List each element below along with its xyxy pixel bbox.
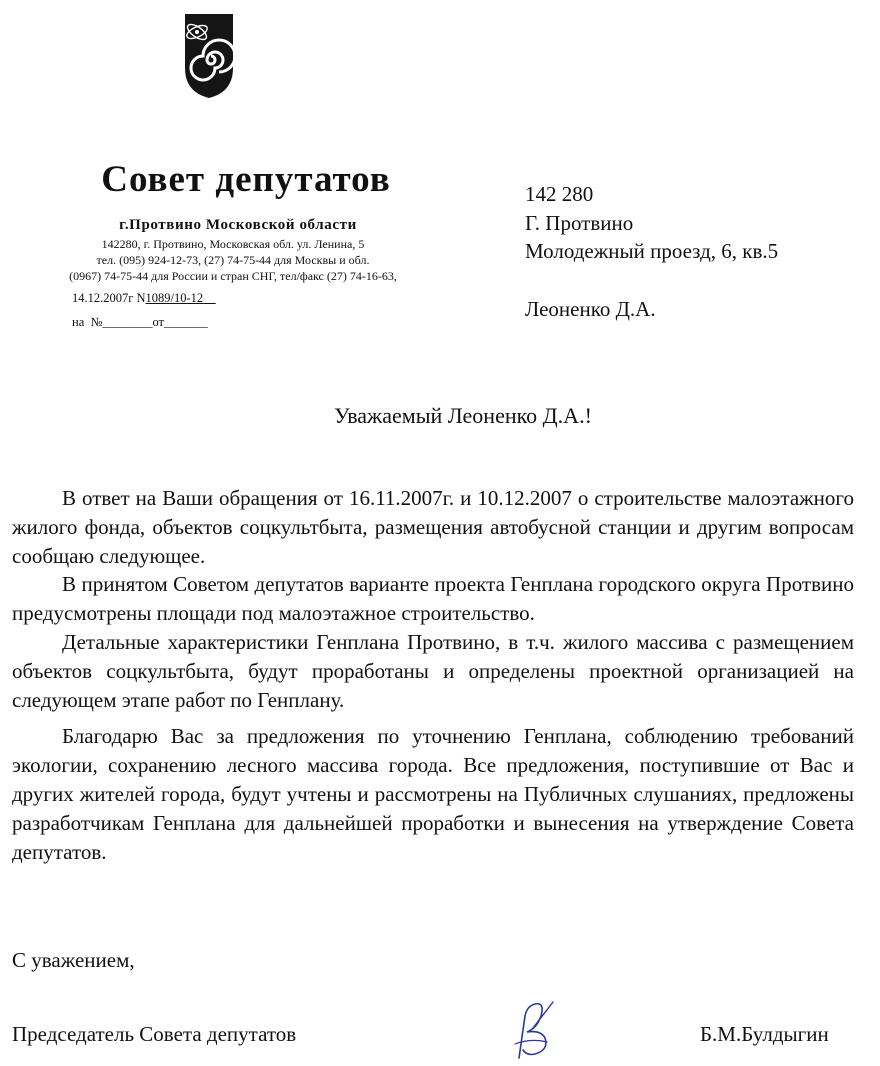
recipient-city: Г. Протвино <box>525 211 634 235</box>
contact-address-line: 142280, г. Протвино, Московская обл. ул. Ленина, 5 <box>101 237 365 251</box>
closing-regards: С уважением, <box>12 948 135 972</box>
city-emblem-icon <box>183 12 235 100</box>
signer-name: Б.М.Булдыгин <box>700 1022 829 1046</box>
body-paragraph: В ответ на Ваши обращения от 16.11.2007г. и 10.12.2007 о строительстве малоэтажного жилого фонда, объектов соцкультбыта, размещения автобусной станции и другим вопросам сообщаю следующее. <box>12 486 854 568</box>
body-paragraph: Детальные характеристики Генплана Протвино, в т.ч. жилого массива с размещением объектов соцкультбыта, будут проработаны и определены проектной организацией на следующем этапе работ по Генплану. <box>12 629 854 712</box>
contact-fax-line: (0967) 74-75-44 для России и стран СНГ, тел/факс (27) 74-16-63, <box>69 269 397 283</box>
incoming-number-blank: ________ <box>102 315 153 329</box>
incoming-label: на <box>72 315 85 329</box>
incoming-date-blank: _______ <box>164 315 208 329</box>
signature-mark <box>505 998 565 1062</box>
organization-title: Совет депутатов <box>101 159 391 200</box>
letter-body <box>12 484 854 866</box>
incoming-no-label: № <box>90 315 103 329</box>
salutation: Уважаемый Леоненко Д.А.! <box>334 403 592 428</box>
recipient-postcode: 142 280 <box>525 182 594 206</box>
outgoing-reference <box>72 291 216 306</box>
outgoing-date: 14.12.2007г <box>72 291 134 305</box>
recipient-name: Леоненко Д.А. <box>525 297 656 321</box>
organization-subtitle: г.Протвино Московской области <box>119 217 357 233</box>
recipient-street: Молодежный проезд, 6, кв.5 <box>525 239 779 263</box>
body-paragraph: Благодарю Вас за предложения по уточнению Генплана, соблюдению требований экологии, сохранению лесного массива города. Все предложения, поступившие от Вас и других жителей города, будут учтены и рассмотрены на Публичных слушаниях, предложены разработчикам Генплана для дальнейшей проработки и вынесения на утверждение Совета депутатов. <box>12 724 854 864</box>
body-paragraph: В принятом Советом депутатов варианте проекта Генплана городского округа Протвино предусмотрены площади под малоэтажное строительство. <box>12 572 854 626</box>
contact-phone-line: тел. (095) 924-12-73, (27) 74-75-44 для Москвы и обл. <box>96 253 370 267</box>
incoming-from-label: от <box>152 315 164 329</box>
outgoing-number: 1089/10-12 <box>145 291 204 305</box>
signer-title: Председатель Совета депутатов <box>12 1022 297 1046</box>
outgoing-number-label: N <box>136 291 146 305</box>
incoming-reference <box>72 315 208 330</box>
